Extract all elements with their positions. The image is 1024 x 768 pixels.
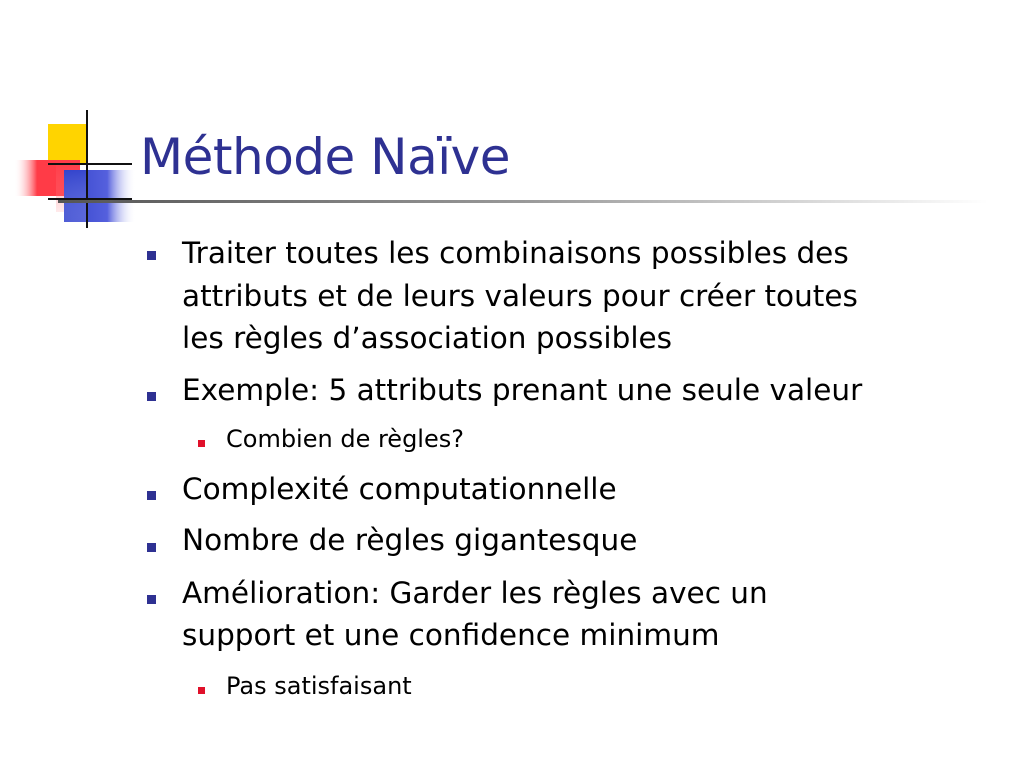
slide-title: Méthode Naïve [140, 128, 510, 186]
bullet-square-icon [147, 543, 156, 552]
list-item: Combien de règles? [226, 425, 464, 453]
list-item: attributs et de leurs valeurs pour créer toutes [182, 279, 858, 313]
bullet-square-icon [147, 251, 156, 260]
list-item: support et une confidence minimum [182, 618, 720, 652]
list-item: Nombre de règles gigantesque [182, 523, 638, 557]
list-item: Traiter toutes les combinaisons possibles des [182, 236, 849, 270]
bullet-square-icon [198, 687, 205, 694]
list-item: Exemple: 5 attributs prenant une seule valeur [182, 373, 863, 407]
list-item: Amélioration: Garder les règles avec un [182, 576, 768, 610]
list-item: Pas satisfaisant [226, 672, 412, 700]
bullet-square-icon [198, 440, 205, 447]
bullet-square-icon [147, 595, 156, 604]
bullet-square-icon [147, 392, 156, 401]
bullet-square-icon [147, 491, 156, 500]
list-item: les règles d’association possibles [182, 321, 673, 355]
list-item: Complexité computationnelle [182, 472, 617, 506]
